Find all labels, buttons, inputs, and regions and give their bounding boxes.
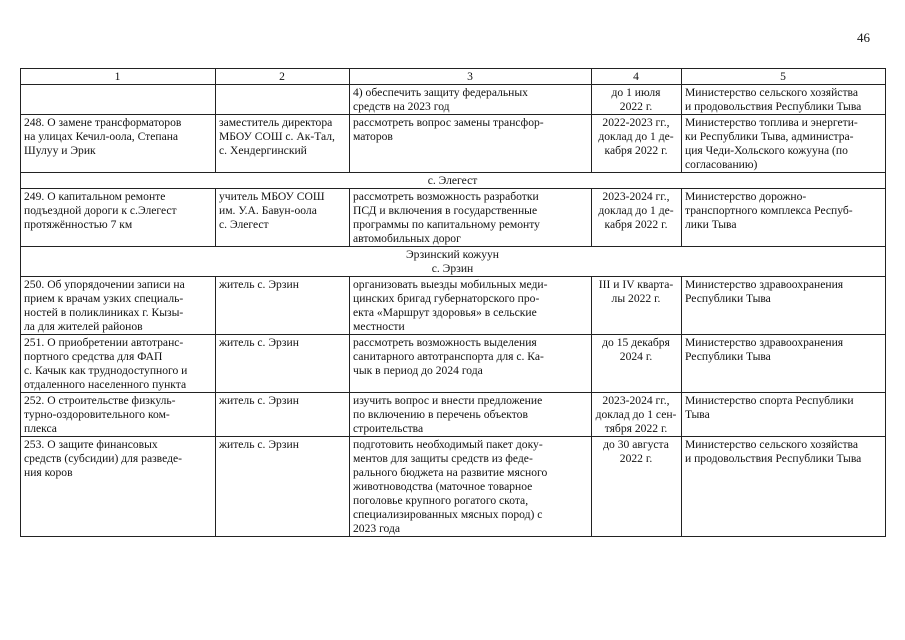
deadline-cell: до 1 июля 2022 г.	[592, 85, 682, 115]
issue-cell	[21, 85, 216, 115]
responsible-cell: Министерство спорта Республики Тыва	[682, 393, 886, 437]
author-cell: житель с. Эрзин	[216, 393, 350, 437]
responsible-cell: Министерство здравоохранения Республики Тыва	[682, 277, 886, 335]
author-cell: житель с. Эрзин	[216, 437, 350, 537]
issue-cell: 249. О капитальном ремонте подъездной дороги к с.Элегест протяжённостью 7 км	[21, 189, 216, 247]
table-row	[21, 277, 886, 335]
deadline-cell: 2023-2024 гг., доклад до 1 де- кабря 2022 г.	[592, 189, 682, 247]
author-cell	[216, 85, 350, 115]
measure-cell: рассмотреть возможность разработки ПСД и включения в государственные программы по капитальному ремонту автомобильных дорог	[350, 189, 592, 247]
measure-cell: 4) обеспечить защиту федеральных средств на 2023 год	[350, 85, 592, 115]
section-row	[21, 173, 886, 189]
deadline-cell: III и IV кварта- лы 2022 г.	[592, 277, 682, 335]
table-row	[21, 335, 886, 393]
responsible-cell: Министерство сельского хозяйства и продовольствия Республики Тыва	[682, 437, 886, 537]
responsible-cell: Министерство дорожно- транспортного комплекса Респуб- лики Тыва	[682, 189, 886, 247]
table-row	[21, 393, 886, 437]
measure-cell: организовать выезды мобильных меди- цинских бригад губернаторского про- екта «Маршрут здоровья» в сельские местности	[350, 277, 592, 335]
measure-cell: подготовить необходимый пакет доку- ментов для защиты средств из феде- рального бюджета на развитие мясного животноводства (маточное товарное поголовье крупного рогатого скота, специализированных мясных пород) с 2023 года	[350, 437, 592, 537]
table-row	[21, 85, 886, 115]
author-cell: заместитель директора МБОУ СОШ с. Ак-Тал, с. Хендергинский	[216, 115, 350, 173]
deadline-cell: 2022-2023 гг., доклад до 1 де- кабря 2022 г.	[592, 115, 682, 173]
column-header: 5	[682, 69, 886, 85]
deadline-cell: до 30 августа 2022 г.	[592, 437, 682, 537]
deadline-cell: 2023-2024 гг., доклад до 1 сен- тября 2022 г.	[592, 393, 682, 437]
column-header: 1	[21, 69, 216, 85]
section-heading: Эрзинский кожуун с. Эрзин	[21, 247, 886, 277]
measure-cell: изучить вопрос и внести предложение по включению в перечень объектов строительства	[350, 393, 592, 437]
section-heading: с. Элегест	[21, 173, 886, 189]
responsible-cell: Министерство топлива и энергети- ки Республики Тыва, администра- ция Чеди-Хольского кожууна (по согласованию)	[682, 115, 886, 173]
table-row	[21, 189, 886, 247]
measures-table	[20, 68, 886, 537]
issue-cell: 251. О приобретении автотранс- портного средства для ФАП с. Качык как труднодоступного и отдаленного населенного пункта	[21, 335, 216, 393]
column-header: 2	[216, 69, 350, 85]
issue-cell: 250. Об упорядочении записи на прием к врачам узких специаль- ностей в поликлиниках г. Кызы- ла для жителей районов	[21, 277, 216, 335]
page-number: 46	[857, 30, 870, 45]
author-cell: житель с. Эрзин	[216, 335, 350, 393]
issue-cell: 253. О защите финансовых средств (субсидии) для разведе- ния коров	[21, 437, 216, 537]
measure-cell: рассмотреть возможность выделения санитарного автотранспорта для с. Ка- чык в период до 2024 года	[350, 335, 592, 393]
column-header: 4	[592, 69, 682, 85]
measure-cell: рассмотреть вопрос замены трансфор- маторов	[350, 115, 592, 173]
table-row	[21, 115, 886, 173]
author-cell: учитель МБОУ СОШ им. У.А. Бавун-оола с. Элегест	[216, 189, 350, 247]
column-header: 3	[350, 69, 592, 85]
table-header-row	[21, 69, 886, 85]
responsible-cell: Министерство здравоохранения Республики Тыва	[682, 335, 886, 393]
issue-cell: 248. О замене трансформаторов на улицах Кечил-оола, Степана Шулуу и Эрик	[21, 115, 216, 173]
responsible-cell: Министерство сельского хозяйства и продовольствия Республики Тыва	[682, 85, 886, 115]
author-cell: житель с. Эрзин	[216, 277, 350, 335]
section-row	[21, 247, 886, 277]
issue-cell: 252. О строительстве физкуль- турно-оздоровительного ком- плекса	[21, 393, 216, 437]
table-row	[21, 437, 886, 537]
deadline-cell: до 15 декабря 2024 г.	[592, 335, 682, 393]
